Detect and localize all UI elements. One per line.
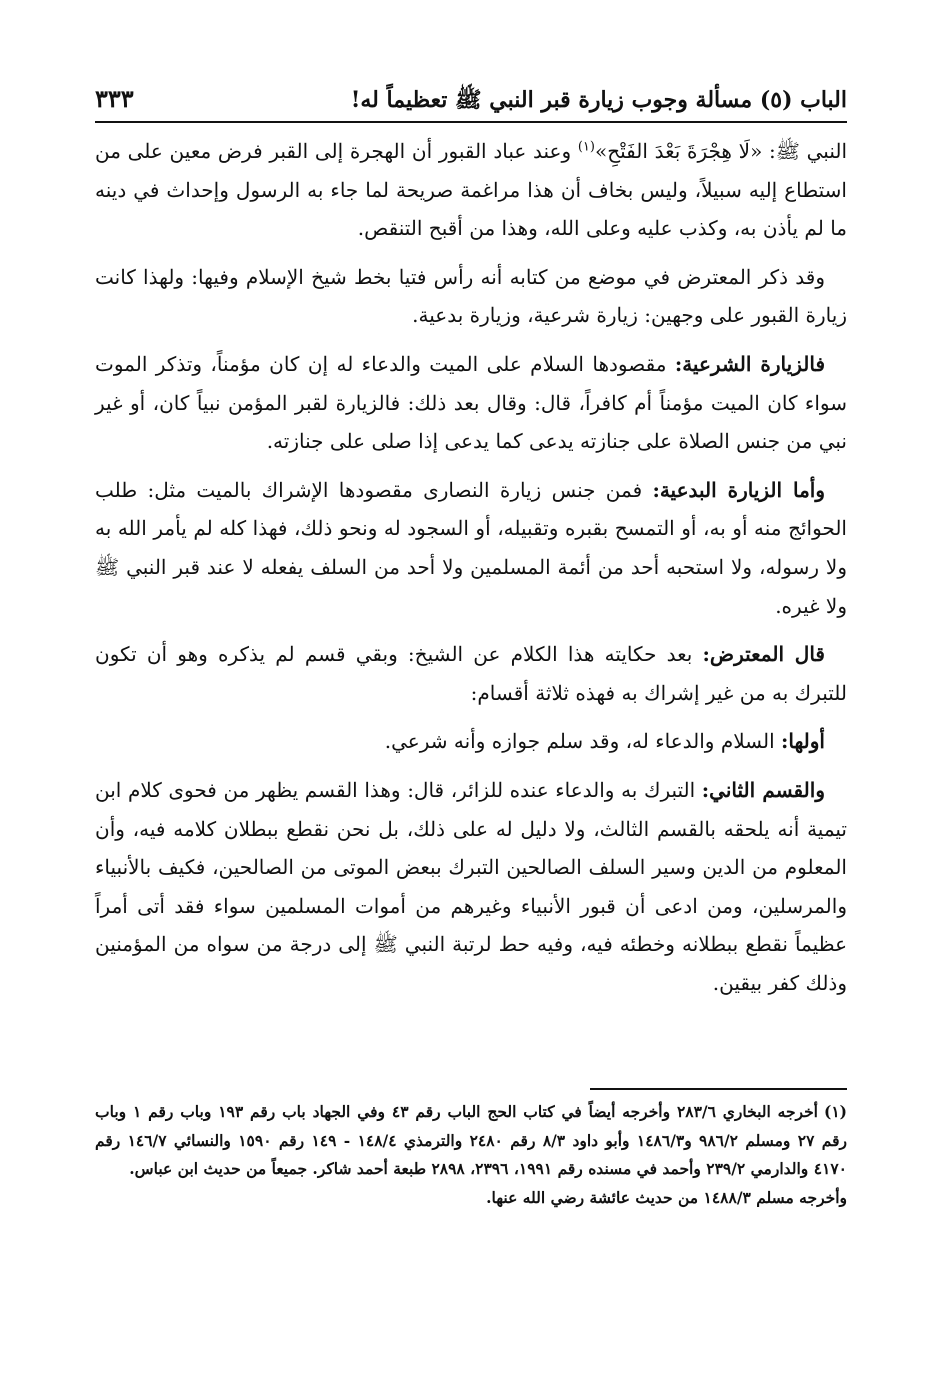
- paragraph-1-rest: وعند عباد القبور أن الهجرة إلى القبر فرض معين على من استطاع إليه سبيلاً، وليس بخاف أن هذا مراغمة صريحة لما جاء به الرسول وإحداث في دينه ما لم يأذن به، وكذب عليه وعلى الله، وهذا من أقبح التنقص.: [95, 139, 847, 241]
- paragraph-3-text: مقصودها السلام على الميت والدعاء له إن كان مؤمناً، وتذكر الموت سواء كان الميت مؤمناً أم كافراً، قال: وقال بعد ذلك: فالزيارة لقبر المؤمن نبياً كان، أو غير نبي من جنس الصلاة على جنازته يدعى كما يدعى إذا صلى على جنازته.: [95, 351, 847, 454]
- chapter-title: الباب (٥) مسألة وجوب زيارة قبر النبي ﷺ تعظيماً له!: [350, 87, 847, 113]
- main-text: [95, 132, 847, 1012]
- paragraph-5: [95, 635, 847, 712]
- paragraph-2: وقد ذكر المعترض في موضع من كتابه أنه رأس فتيا بخط شيخ الإسلام وفيها: ولهذا كانت زيارة القبور على وجهين: زيارة شرعية، وزيارة بدعية.: [95, 264, 847, 328]
- footnote-ref-1: (١): [577, 139, 595, 155]
- footnote-1-number: (١): [824, 1102, 848, 1121]
- paragraph-5-text: بعد حكايته هذا الكلام عن الشيخ: وبقي قسم لم يذكره وهو أن تكون للتبرك به من غير إشراك به فهذه ثلاثة أقسام:: [95, 642, 847, 705]
- footnote-1-text: أخرجه البخاري ٢٨٣/٦ وأخرجه أيضاً في كتاب الحج الباب رقم ٤٣ وفي الجهاد باب رقم ١٩٣ وباب رقم ١ وباب رقم ٢٧ ومسلم ٩٨٦/٢ و١٤٨٦/٣ وأبو داود ٨/٣ رقم ٢٤٨٠ والترمذي ١٤٨/٤ - ١٤٩ رقم ١٥٩٠ والنسائي ١٤٦/٧ رقم ٤١٧٠ والدارمي ٢٣٩/٢ وأحمد في مسنده رقم ١٩٩١، ٢٣٩٦، ٢٨٩٨ طبعة أحمد شاكر. جميعاً من حديث ابن عباس.: [95, 1102, 847, 1178]
- paragraph-7: [95, 771, 847, 1003]
- footnote-2: وأخرجه مسلم ١٤٨٨/٣ من حديث عائشة رضي الله عنها.: [486, 1187, 847, 1207]
- paragraph-5-lead: قال المعترض:: [702, 642, 825, 667]
- footnote-1: [95, 1098, 847, 1184]
- paragraph-6-lead: أولها:: [780, 729, 825, 754]
- paragraph-7-text: التبرك به والدعاء عنده للزائر، قال: وهذا القسم يظهر من فحوى كلام ابن تيمية أنه يلحقه بالقسم الثالث، ولا دليل له على ذلك، بل نحن نقطع ببطلان كلامه فيه، وأن المعلوم من الدين وسير السلف الصالحين التبرك ببعض الموتى من الصالحين، فكيف بالأنبياء والمرسلين، ومن ادعى أن قبور الأنبياء وغيرهم من أموات المسلمين سواء فقد أتى أمراً عظيماً نقطع ببطلانه وخطئه فيه، وفيه حط لرتبة النبي ﷺ إلى درجة من سواه من المؤمنين وذلك كفر بيقين.: [95, 777, 847, 995]
- paragraph-4-text: فمن جنس زيارة النصارى مقصودها الإشراك بالميت مثل: طلب الحوائج منه أو به، أو التمسح بقبره وتقبيله، أو السجود له ونحو ذلك، فهذا كله لم يأمر الله به ولا رسوله، ولا استحبه أحد من أئمة المسلمين ولا أحد من السلف يفعله لا عند قبر النبي ﷺ ولا غيره.: [95, 477, 847, 618]
- paragraph-3: [95, 345, 847, 461]
- page-header: [95, 78, 847, 118]
- paragraph-1: [95, 132, 847, 248]
- header-rule: [95, 121, 847, 123]
- paragraph-4-lead: وأما الزيارة البدعية:: [652, 477, 825, 502]
- paragraph-1-start: النبي ﷺ: «لَا هِجْرَةَ بَعْدَ الفَتْحِ»: [594, 139, 847, 163]
- footnote-separator: [590, 1088, 847, 1090]
- paragraph-6: [95, 722, 847, 761]
- page-number: ٣٣٣: [95, 84, 134, 113]
- paragraph-6-text: السلام والدعاء له، وقد سلم جوازه وأنه شرعي.: [384, 729, 781, 754]
- paragraph-7-lead: والقسم الثاني:: [701, 777, 825, 802]
- paragraph-4: [95, 471, 847, 625]
- footnotes: [95, 1098, 847, 1212]
- paragraph-3-lead: فالزيارة الشرعية:: [674, 351, 826, 376]
